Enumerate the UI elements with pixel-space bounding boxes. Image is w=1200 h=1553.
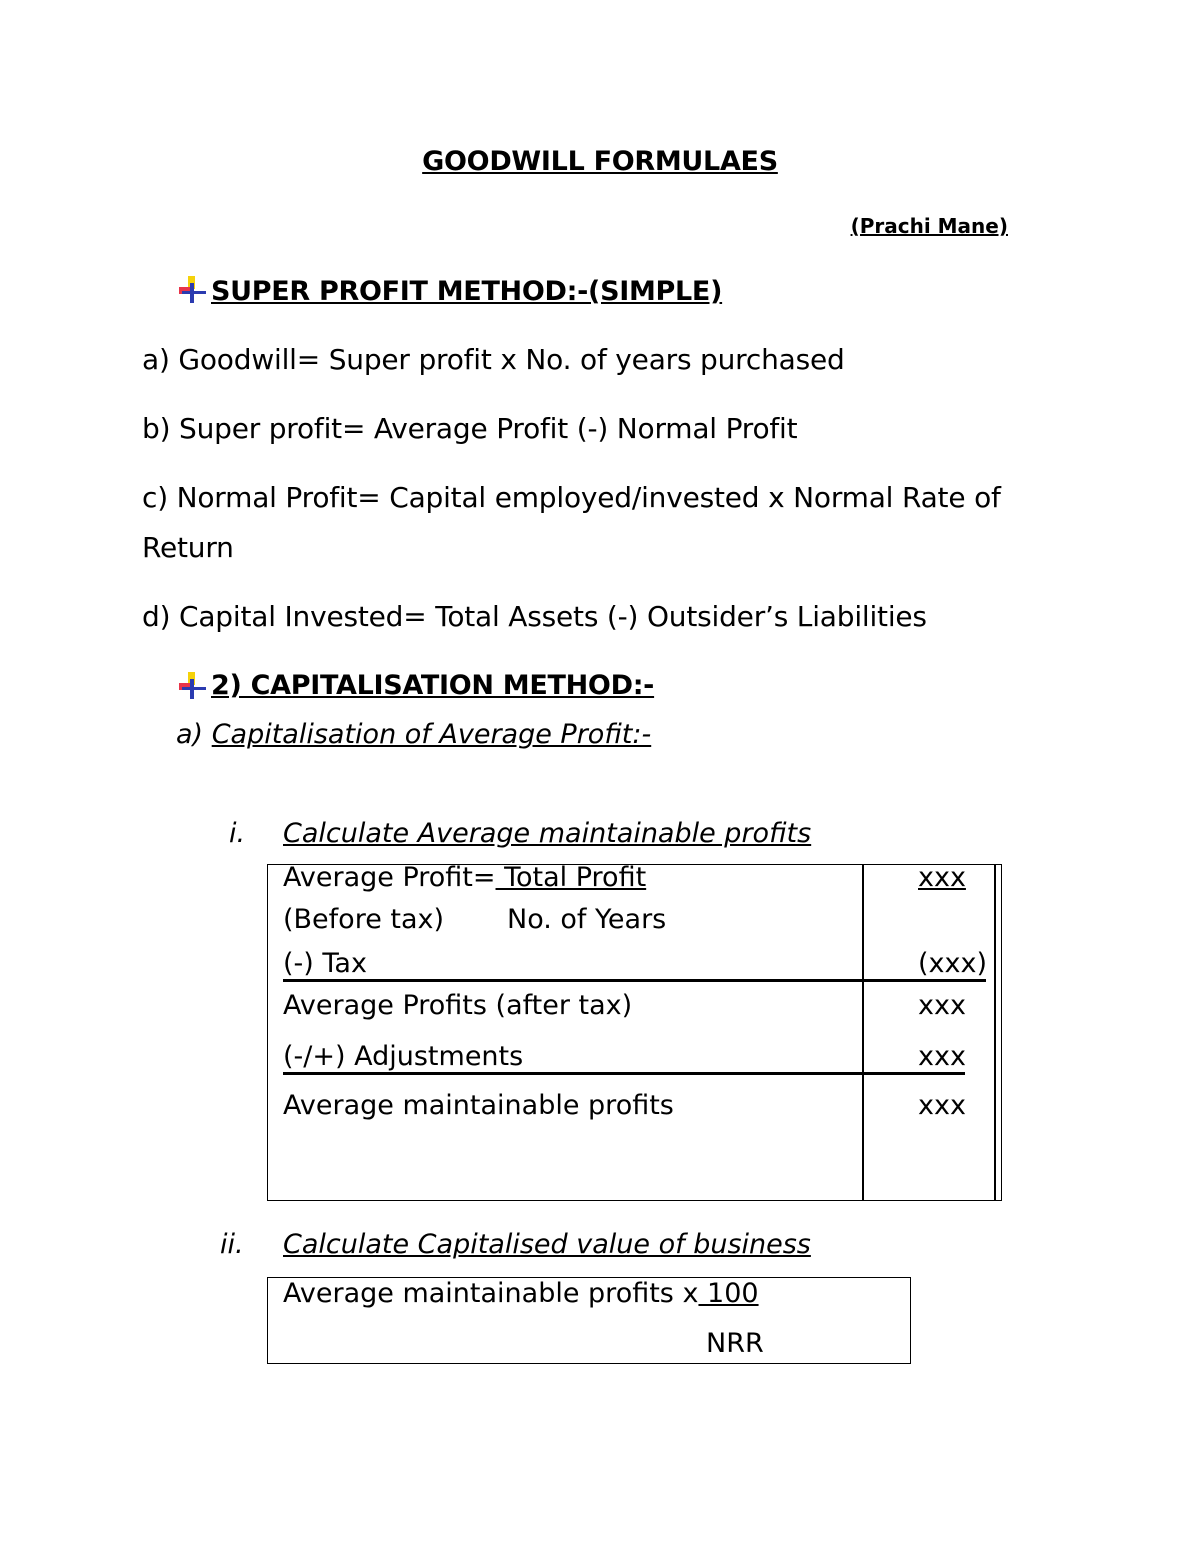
table-column-divider: [862, 864, 864, 1201]
plus-bullet-icon: [177, 274, 207, 304]
subsection-prefix: a): [176, 719, 204, 750]
tax-underline-rule: [283, 979, 986, 982]
formula-line-normal-profit-cont: Return: [142, 531, 234, 564]
table-right-inner-border: [994, 864, 996, 1201]
formula-line-normal-profit: c) Normal Profit= Capital employed/invested x Normal Rate of: [142, 481, 1001, 514]
tax-value: (xxx): [918, 948, 988, 979]
adjustments-label: (-/+) Adjustments: [283, 1041, 524, 1072]
formula-line-capital-invested: d) Capital Invested= Total Assets (-) Outsider’s Liabilities: [142, 600, 927, 633]
capitalised-formula: [283, 1278, 759, 1309]
formula-numerator: 100: [698, 1278, 759, 1309]
document-title: GOODWILL FORMULAES: [422, 146, 778, 177]
avg-profit-value: xxx: [918, 862, 966, 893]
avg-profit-after-tax-value: xxx: [918, 990, 966, 1021]
avg-profit-label: Average Profit=: [283, 862, 496, 893]
tax-label: (-) Tax: [283, 948, 367, 979]
avg-profit-after-tax-label: Average Profits (after tax): [283, 990, 633, 1021]
table-row-average-profit: [283, 862, 646, 893]
avg-maintainable-profits-label: Average maintainable profits: [283, 1090, 674, 1121]
formula-line-super-profit: b) Super profit= Average Profit (-) Normal Profit: [142, 412, 798, 445]
adjustments-value: xxx: [918, 1041, 966, 1072]
section-heading-capitalisation: 2) CAPITALISATION METHOD:-: [211, 670, 655, 701]
step-numeral-i: i.: [229, 818, 246, 849]
subsection-title: Capitalisation of Average Profit:-: [211, 719, 652, 750]
formula-prefix: Average maintainable profits x: [283, 1278, 699, 1309]
before-tax-label: (Before tax): [283, 904, 445, 935]
avg-maintainable-profits-value: xxx: [918, 1090, 966, 1121]
formula-line-goodwill: a) Goodwill= Super profit x No. of years purchased: [142, 343, 845, 376]
avg-profit-denominator: No. of Years: [507, 904, 667, 935]
section-heading-super-profit: SUPER PROFIT METHOD:-(SIMPLE): [211, 276, 723, 307]
step-title-i: Calculate Average maintainable profits: [283, 818, 812, 849]
avg-profit-numerator: Total Profit: [495, 862, 647, 893]
plus-bullet-icon: [177, 670, 207, 700]
subsection-heading: [176, 719, 651, 750]
author-name: (Prachi Mane): [850, 214, 1008, 238]
step-numeral-ii: ii.: [220, 1229, 244, 1260]
formula-denominator: NRR: [706, 1328, 764, 1359]
step-title-ii: Calculate Capitalised value of business: [283, 1229, 811, 1260]
adjustments-underline-rule: [283, 1072, 965, 1075]
